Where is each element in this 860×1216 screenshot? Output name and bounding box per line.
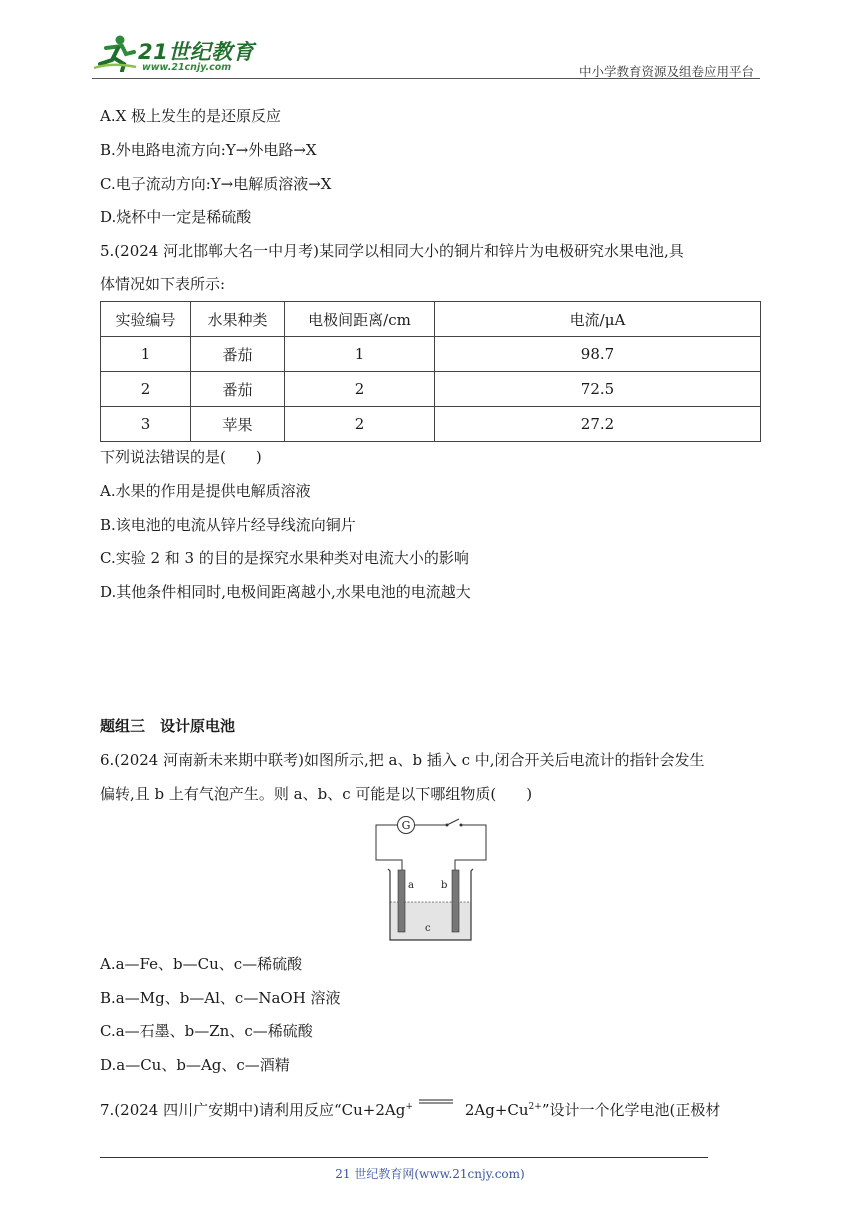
table-cell: 苹果 <box>191 407 285 442</box>
table-cell: 2 <box>101 372 191 407</box>
q6-stem-line2: 偏转,且 b 上有气泡产生。则 a、b、c 可能是以下哪组物质( ) <box>100 785 533 803</box>
q5-option-d: D.其他条件相同时,电极间距离越小,水果电池的电流越大 <box>100 583 471 601</box>
q7-cu-charge: 2+ <box>528 1102 542 1112</box>
table-header-cell: 电流/μA <box>435 302 761 337</box>
q7-middle: 2Ag+Cu <box>464 1101 529 1119</box>
table-cell: 27.2 <box>435 407 761 442</box>
section-title: 题组三 设计原电池 <box>100 717 236 735</box>
table-row <box>101 372 761 407</box>
table-cell: 番茄 <box>191 337 285 372</box>
site-logo <box>92 34 262 74</box>
q6-option-b: B.a—Mg、b—Al、c—NaOH 溶液 <box>100 989 341 1007</box>
q4-option-c: C.电子流动方向:Y→电解质溶液→X <box>100 175 332 193</box>
footer-divider <box>100 1157 708 1158</box>
table-header-cell: 实验编号 <box>101 302 191 337</box>
table-cell: 2 <box>285 372 435 407</box>
table-header-row <box>101 302 761 337</box>
q6-option-c: C.a—石墨、b—Zn、c—稀硫酸 <box>100 1022 313 1040</box>
galvanometer-label: G <box>401 819 411 832</box>
table-cell: 72.5 <box>435 372 761 407</box>
q7-ag-charge: + <box>405 1102 413 1112</box>
page-footer: 21 世纪教育网(www.21cnjy.com) <box>335 1167 525 1181</box>
table-cell: 3 <box>101 407 191 442</box>
logo-text: 21世纪教育 <box>138 40 255 64</box>
page-header <box>92 28 760 78</box>
q4-option-d: D.烧杯中一定是稀硫酸 <box>100 208 252 226</box>
solution-label: c <box>425 923 431 934</box>
q5-option-b: B.该电池的电流从锌片经导线流向铜片 <box>100 516 356 534</box>
q7-suffix: ”设计一个化学电池(正极材 <box>541 1101 721 1119</box>
q6-stem-line1: 6.(2024 河南新未来期中联考)如图所示,把 a、b 插入 c 中,闭合开关后电流计的指针会发生 <box>100 751 705 769</box>
electrode-b <box>452 870 459 932</box>
galvanic-cell-diagram <box>370 815 494 943</box>
q5-stem-line2: 体情况如下表所示: <box>100 275 226 293</box>
q5-question: 下列说法错误的是( ) <box>100 448 262 466</box>
table-header-cell: 水果种类 <box>191 302 285 337</box>
platform-label: 中小学教育资源及组卷应用平台 <box>578 64 754 79</box>
q7-stem <box>100 1097 720 1120</box>
q5-data-table <box>100 301 761 442</box>
q4-option-a: A.X 极上发生的是还原反应 <box>100 107 282 125</box>
q5-stem-line1: 5.(2024 河北邯郸大名一中月考)某同学以相同大小的铜片和锌片为电极研究水果电池,具 <box>100 242 684 260</box>
table-row <box>101 337 761 372</box>
logo-url: www.21cnjy.com <box>142 62 232 73</box>
q7-prefix: 7.(2024 四川广安期中)请利用反应“Cu+2Ag <box>100 1101 406 1119</box>
table-cell: 1 <box>101 337 191 372</box>
q4-option-b: B.外电路电流方向:Y→外电路→X <box>100 141 317 159</box>
q6-option-a: A.a—Fe、b—Cu、c—稀硫酸 <box>100 955 303 973</box>
table-cell: 2 <box>285 407 435 442</box>
table-cell: 番茄 <box>191 372 285 407</box>
reaction-equals-sign <box>413 1097 465 1111</box>
table-header-cell: 电极间距离/cm <box>285 302 435 337</box>
electrode-a <box>398 870 405 932</box>
runner-logo-icon <box>92 34 138 72</box>
electrode-a-label: a <box>408 880 414 891</box>
q6-option-d: D.a—Cu、b—Ag、c—酒精 <box>100 1056 290 1074</box>
table-row <box>101 407 761 442</box>
table-cell: 98.7 <box>435 337 761 372</box>
electrode-b-label: b <box>441 880 448 891</box>
table-cell: 1 <box>285 337 435 372</box>
header-divider <box>92 78 760 79</box>
q5-option-a: A.水果的作用是提供电解质溶液 <box>100 482 311 500</box>
q5-option-c: C.实验 2 和 3 的目的是探究水果种类对电流大小的影响 <box>100 549 469 567</box>
